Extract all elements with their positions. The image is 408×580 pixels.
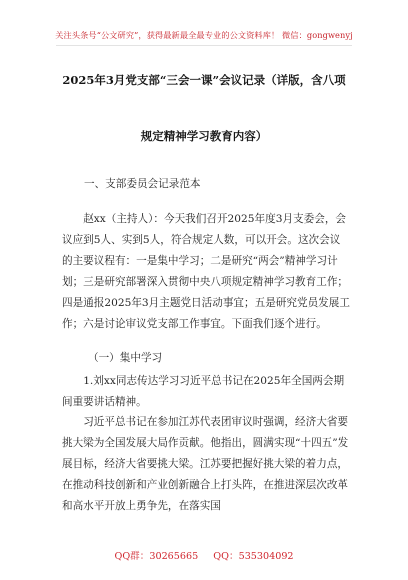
section-heading: 一、支部委员会记录范本 [84, 178, 201, 190]
banner-text: 关注头条号“公文研究”，获得最新最全最专业的公文资料库！ 微信：gongwenyj [55, 30, 353, 40]
footer-qq-number: QQ：535304092 [213, 551, 294, 562]
body-paragraph: 赵xx（主持人）：今天我们召开2025年度3月支委会，会议应到5人、实到5人，符合规定人数，可以开会。这次会议的主要议程有：一是集中学习；二是研究“两会”精神学习计划；三是研究部署深入贯彻中央八项规定精神学习教育工作；四是通报2025年3月主题党日活动事宜；五是研究党员发展工作；六是讨论审议党支部工作事宜。下面我们逐个进行。 [62, 213, 350, 331]
body-paragraph: 1.刘xx同志传达学习习近平总书记在2025年全国两会期间重要讲话精神。 [62, 375, 345, 409]
header-divider [56, 45, 352, 46]
subsection-heading: （一）集中学习 [88, 352, 163, 364]
document-title-line-1: 2025年3月党支部“三会一课”会议记录（详版，含八项 [62, 73, 346, 87]
document-title-line-2: 规定精神学习教育内容） [140, 129, 268, 143]
footer-qq-group: QQ群：30265665 [114, 551, 199, 562]
body-paragraph: 习近平总书记在参加江苏代表团审议时强调，经济大省要挑大梁为全国发展大局作贡献。他指出，圆满实现“十四五”发展目标，经济大省要挑大梁。江苏要把握好挑大梁的着力点，在推动科技创新和产业创新融合上打头阵，在推进深层次改革和高水平开放上勇争先，在落实国 [62, 416, 349, 513]
header-banner [0, 0, 408, 40]
footer-contact [0, 548, 408, 562]
